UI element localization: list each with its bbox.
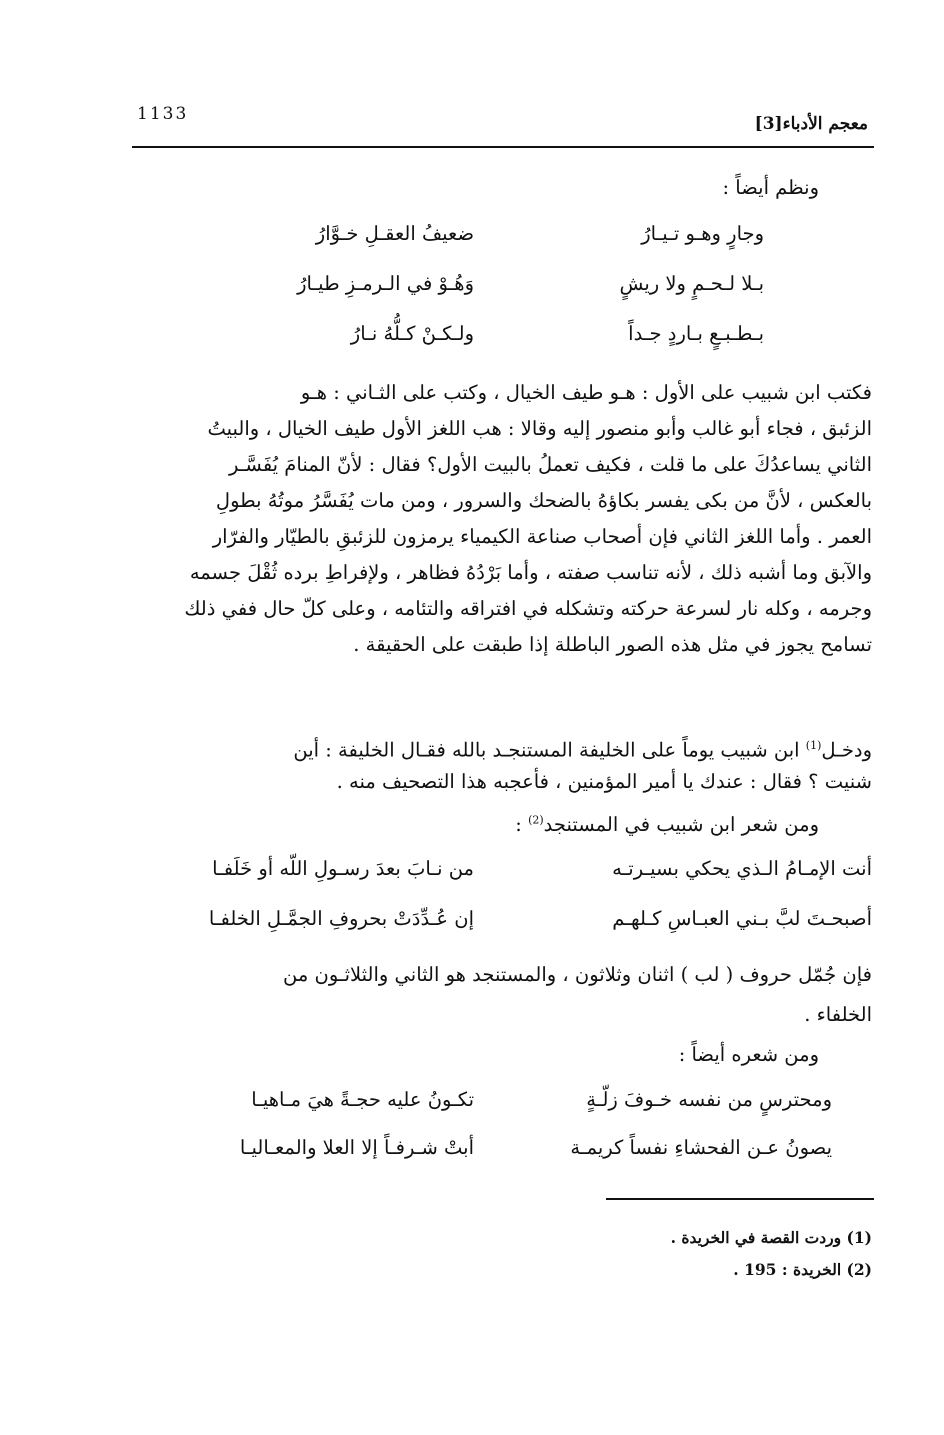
verse-left-hemistich: تكـونُ عليه حجـةً هيَ مـاهيـا <box>251 1088 474 1111</box>
poem-intro-2-text: ومن شعر ابن شبيب في المستنجد <box>543 813 819 836</box>
text-line: والآبق وما أشبه ذلك ، لأنه تناسب صفته ، وأما بَرْدُهُ فظاهر ، ولإفراطِ برده ثُقْلَ جسمه <box>189 561 872 584</box>
text-line: بالعكس ، لأنَّ من بكى يفسر بكاؤهُ بالضحك والسرور ، ومن مات يُفَسَّرُ موتُهُ بطولِ <box>215 489 872 512</box>
text-line <box>112 728 872 764</box>
verse-line <box>0 1088 944 1124</box>
text-line: شنيت ؟ فقال : عندك يا أمير المؤمنين ، فأعجبه هذا التصحيف منه . <box>336 770 872 793</box>
verse-line <box>0 907 944 943</box>
text-line: وجرمه ، وكله نار لسرعة حركته وتشكله في افتراقه والتئامه ، وعلى كلّ حال ففي ذلك <box>184 597 872 620</box>
paragraph-2-rest: ابن شبيب يوماً على الخليفة المستنجـد بالله فقـال الخليفة : أين <box>293 738 806 762</box>
text-line: فكتب ابن شبيب على الأول : هـو طيف الخيال ، وكتب على الثـاني : هـو <box>300 381 872 404</box>
verse-left-hemistich: إن عُـدِّدَتْ بحروفِ الجمَّـلِ الخلفـا <box>208 907 474 930</box>
footnote-marker-1: (1) <box>805 739 822 752</box>
footnote-1: (1) وردت القصة في الخريدة . <box>670 1228 872 1247</box>
header-rule <box>132 146 874 148</box>
verse-line <box>0 857 944 893</box>
page-number: 1133 <box>137 104 189 124</box>
poem-intro-2-end: : <box>515 813 529 836</box>
text-line: تسامح يجوز في مثل هذه الصور الباطلة إذا طبقت على الحقيقة . <box>353 633 872 656</box>
verse-right-hemistich: بـطـبـعٍ بـاردٍ جـداً <box>628 322 764 345</box>
verse-right-hemistich: أنت الإمـامُ الـذي يحكي بسيـرتـه <box>612 857 872 880</box>
poem-intro-2 <box>515 813 819 836</box>
verse-line <box>0 322 944 358</box>
footnote-rule <box>606 1198 874 1200</box>
verse-left-hemistich: أبتْ شـرفـاً إلا العلا والمعـاليـا <box>239 1136 474 1159</box>
paragraph-2 <box>112 728 872 800</box>
verse-line <box>0 1136 944 1172</box>
verse-right-hemistich: وجارٍ وهـو تـيـارُ <box>641 222 764 245</box>
verse-right-hemistich: بـلا لـحـمٍ ولا ريشٍ <box>619 272 764 295</box>
text-line: العمر . وأما اللغز الثاني فإن أصحاب صناعة الكيمياء يرمزون للزئبقِ بالطيّار والفرّار <box>212 525 872 548</box>
verse-left-hemistich: ضعيفُ العقـلِ خـوَّارُ <box>315 222 474 245</box>
verse-right-hemistich: يصونُ عـن الفحشاءِ نفساً كريمـة <box>570 1136 832 1159</box>
verse-left-hemistich: وَهُـوْ في الـرمـزِ طيـارُ <box>297 272 474 295</box>
poem-intro-1: ونظم أيضاً : <box>722 176 819 199</box>
verse-right-hemistich: ومحترسٍ من نفسه خـوفَ زلّـةٍ <box>586 1088 832 1111</box>
verse-left-hemistich: من نـابَ بعدَ رسـولِ اللّه أو خَلَفـا <box>212 857 474 880</box>
footnote-2: (2) الخريدة : 195 . <box>733 1260 872 1279</box>
verse-line <box>0 222 944 258</box>
running-title: معجم الأدباء[3] <box>754 114 868 134</box>
footnote-marker-2: (2) <box>528 813 544 827</box>
paragraph-3 <box>112 957 872 1033</box>
paragraph-2-start: ودخـل <box>821 738 872 762</box>
verse-left-hemistich: ولـكـنْ كـلُّهُ نـارُ <box>350 322 474 345</box>
text-line: الزئبق ، فجاء أبو غالب وأبو منصور إليه وقالا : هب اللغز الأول طيف الخيال ، والبيتُ <box>207 417 872 440</box>
verse-line <box>0 272 944 308</box>
text-line: الثاني يساعدُكَ على ما قلت ، فكيف تعملُ بالبيت الأول؟ فقال : لأنّ المنامَ يُفَسَّـر <box>228 453 872 476</box>
text-line: الخلفاء . <box>804 1003 872 1026</box>
poem-intro-3: ومن شعره أيضاً : <box>678 1043 819 1066</box>
text-line: فإن جُمّل حروف ( لب ) اثنان وثلاثون ، والمستنجد هو الثاني والثلاثـون من <box>283 963 872 986</box>
verse-right-hemistich: أصبحـتَ لبَّ بـني العبـاسِ كـلهـم <box>612 907 872 930</box>
paragraph-1 <box>112 375 872 663</box>
